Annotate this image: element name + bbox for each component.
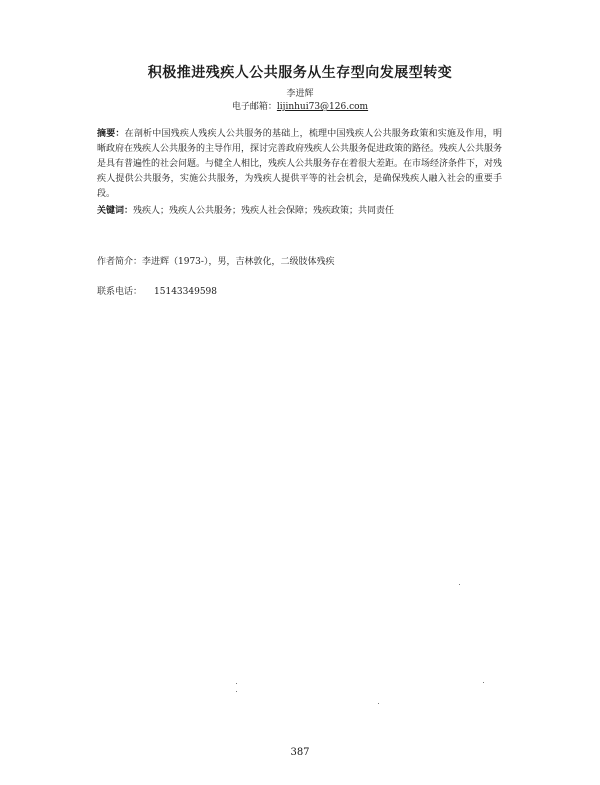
abstract-text: 在剖析中国残疾人残疾人公共服务的基础上，梳理中国残疾人公共服务政策和实施及作用，明晰政府在残疾人公共服务的主导作用，探讨完善政府残疾人公共服务促进政策的路径。残疾人公共服务是具有普遍性的社会问题。与健全人相比，残疾人公共服务存在着很大差距。在市场经济条件下，对残疾人提供公共服务，实施公共服务，为残疾人提供平等的社会机会，是确保残疾人融入社会的重要手段。 [97,129,503,199]
page-number: 387 [290,747,310,758]
author-name: 李进辉 [286,89,314,99]
scan-speck [236,683,237,684]
phone-number: 15143349598 [154,287,218,297]
keywords-text: 残疾人；残疾人公共服务；残疾人社会保障；残疾政策；共同责任 [133,206,395,216]
email-line [0,99,600,112]
paper-title: 积极推进残疾人公共服务从生存型向发展型转变 [147,65,453,81]
keywords-label: 关键词： [97,206,134,216]
scan-speck [378,703,379,704]
abstract [97,127,502,202]
scan-speck [483,682,484,683]
email-address[interactable]: lijinhui73@126.com [276,102,369,112]
abstract-label: 摘要： [97,129,125,139]
scan-speck [236,691,237,692]
keywords [97,204,502,219]
author-bio: 作者简介：李进辉（1973-），男，吉林敦化，二级肢体残疾 [97,257,335,267]
phone-label: 联系电话： [97,287,143,297]
scan-speck [459,584,460,585]
email-label: 电子邮箱： [231,102,277,112]
contact-phone [97,285,502,300]
